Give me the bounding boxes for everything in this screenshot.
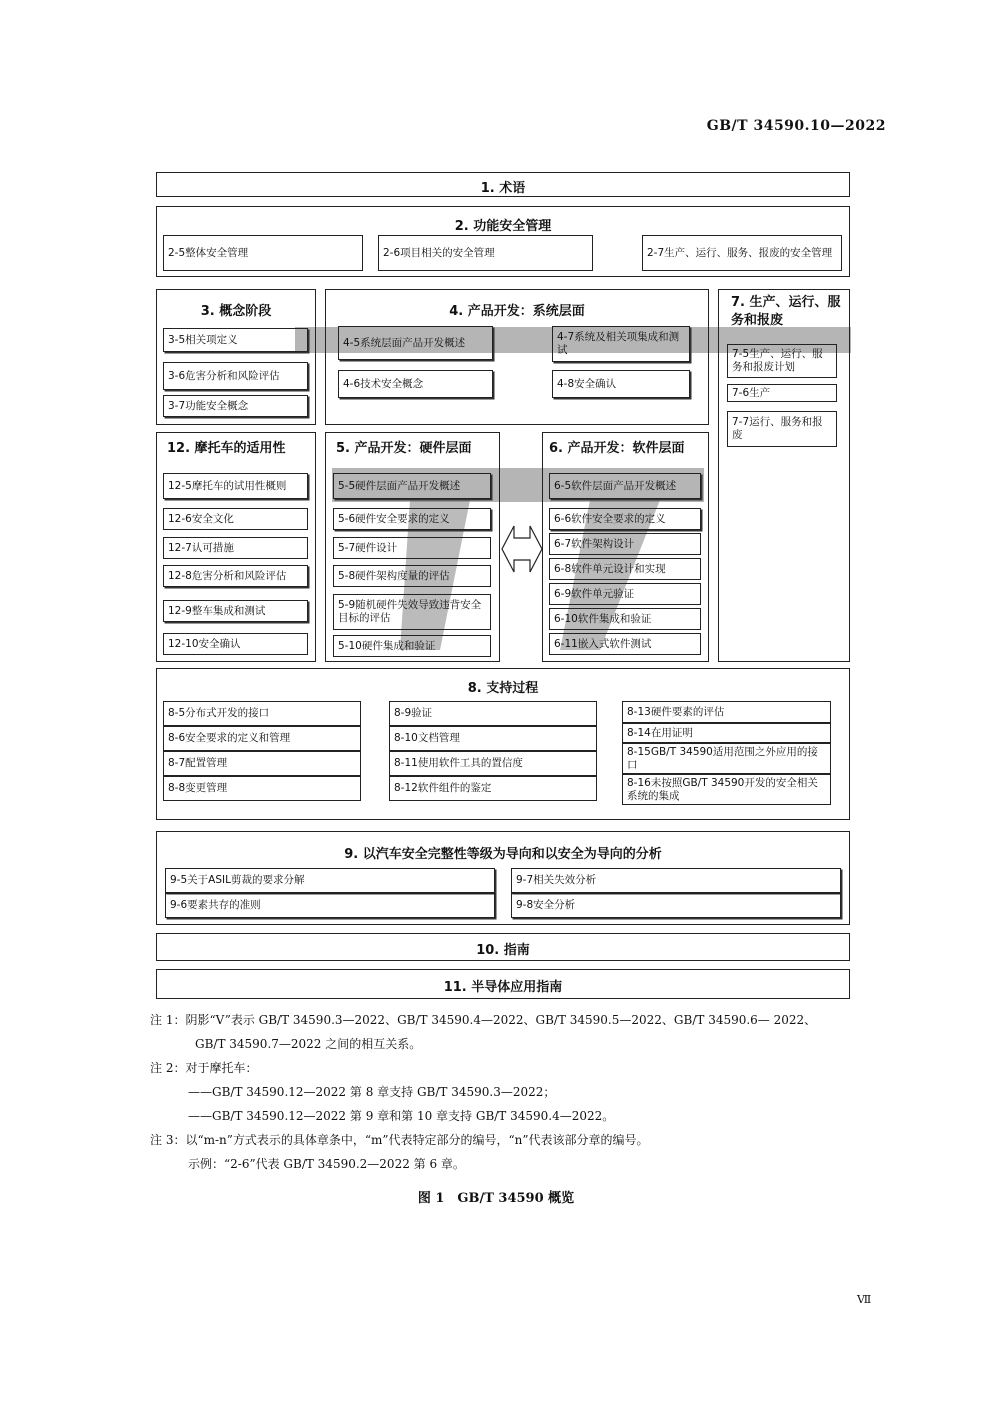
- item-12-8: 12-8危害分析和风险评估: [163, 565, 308, 587]
- item-8-14: 8-14在用证明: [622, 723, 831, 743]
- item-8-7: 8-7配置管理: [163, 751, 361, 776]
- item-6-9: 6-9软件单元验证: [549, 583, 701, 605]
- item-6-8: 6-8软件单元设计和实现: [549, 558, 701, 580]
- item-9-5: 9-5关于ASIL剪裁的要求分解: [165, 868, 495, 893]
- item-7-5: 7-5生产、运行、服务和报废计划: [727, 344, 837, 378]
- item-5-6: 5-6硬件安全要求的定义: [333, 508, 491, 530]
- section-11-title: 11. 半导体应用指南: [443, 980, 563, 995]
- item-6-11: 6-11嵌入式软件测试: [549, 633, 701, 655]
- section-10-title: 10. 指南: [476, 943, 530, 958]
- item-5-7: 5-7硬件设计: [333, 537, 491, 559]
- section-8-support: [156, 668, 850, 820]
- item-8-12: 8-12软件组件的鉴定: [389, 776, 597, 801]
- note-2-item-a: ——GB/T 34590.12—2022 第 8 章支持 GB/T 34590.3—2022；: [188, 1085, 556, 1099]
- item-6-10: 6-10软件集成和验证: [549, 608, 701, 630]
- section-2-management: [156, 206, 850, 277]
- item-8-15: 8-15GB/T 34590适用范围之外应用的接口: [622, 743, 831, 774]
- item-8-6: 8-6安全要求的定义和管理: [163, 726, 361, 751]
- item-8-8: 8-8变更管理: [163, 776, 361, 801]
- item-4-6: 4-6技术安全概念: [338, 370, 493, 398]
- section-7-title: 7. 生产、运行、服务和报废: [731, 295, 841, 328]
- note-1-cont: GB/T 34590.7—2022 之间的相互关系。: [195, 1037, 422, 1051]
- item-8-5: 8-5分布式开发的接口: [163, 701, 361, 726]
- item-8-11: 8-11使用软件工具的置信度: [389, 751, 597, 776]
- section-9-title: 9. 以汽车安全完整性等级为导向和以安全为导向的分析: [344, 847, 662, 862]
- item-4-7: 4-7系统及相关项集成和测试: [552, 326, 690, 362]
- figure-caption: 图 1 GB/T 34590 概览: [417, 1191, 575, 1206]
- item-5-5: 5-5硬件层面产品开发概述: [333, 473, 491, 499]
- item-4-8: 4-8安全确认: [552, 370, 690, 398]
- section-5-hardware: [325, 432, 500, 662]
- section-4-system: [325, 289, 709, 425]
- note-3-example: 示例：“2-6”代表 GB/T 34590.2—2022 第 6 章。: [188, 1157, 465, 1171]
- section-4-title: 4. 产品开发：系统层面: [449, 304, 585, 319]
- item-9-7: 9-7相关失效分析: [511, 868, 841, 893]
- item-6-7: 6-7软件架构设计: [549, 533, 701, 555]
- section-2-title: 2. 功能安全管理: [454, 219, 552, 234]
- standard-number: GB/T 34590.10—2022: [706, 118, 886, 134]
- note-1: 注 1：阴影“V”表示 GB/T 34590.3—2022、GB/T 34590.4—2022、GB/T 34590.5—2022、GB/T 34590.6— 2022、: [150, 1013, 817, 1027]
- item-5-9: 5-9随机硬件失效导致违背安全目标的评估: [333, 594, 491, 630]
- section-3-concept: [156, 289, 316, 425]
- item-2-7: 2-7生产、运行、服务、报废的安全管理: [642, 235, 842, 271]
- page-number: Ⅶ: [857, 1293, 872, 1306]
- double-arrow-icon: [500, 520, 544, 578]
- section-7-production: [718, 289, 850, 662]
- section-10-guideline: [156, 933, 850, 961]
- item-6-6: 6-6软件安全要求的定义: [549, 508, 701, 530]
- item-4-5: 4-5系统层面产品开发概述: [338, 326, 493, 360]
- item-7-6: 7-6生产: [727, 384, 837, 402]
- section-11-semiconductor: [156, 969, 850, 999]
- note-2-item-b: ——GB/T 34590.12—2022 第 9 章和第 10 章支持 GB/T 34590.4—2022。: [188, 1109, 615, 1123]
- section-6-software: [542, 432, 709, 662]
- item-12-7: 12-7认可措施: [163, 537, 308, 559]
- item-9-6: 9-6要素共存的准则: [165, 893, 495, 918]
- figure-notes: [150, 1008, 910, 1176]
- item-7-7: 7-7运行、服务和报废: [727, 411, 837, 447]
- item-12-10: 12-10安全确认: [163, 633, 308, 655]
- section-1-title: 1. 术语: [480, 181, 526, 196]
- section-5-title: 5. 产品开发：硬件层面: [336, 441, 472, 456]
- note-2: 注 2：对于摩托车：: [150, 1061, 258, 1075]
- item-9-8: 9-8安全分析: [511, 893, 841, 918]
- item-8-10: 8-10文档管理: [389, 726, 597, 751]
- item-2-5: 2-5整体安全管理: [163, 235, 363, 271]
- note-3: 注 3：以“m-n”方式表示的具体章条中，“m”代表特定部分的编号，“n”代表该部分章的编号。: [150, 1133, 649, 1147]
- item-12-5: 12-5摩托车的试用性概则: [163, 473, 308, 499]
- section-6-title: 6. 产品开发：软件层面: [549, 441, 685, 456]
- item-8-13: 8-13硬件要素的评估: [622, 701, 831, 723]
- section-1-terms: [156, 172, 850, 197]
- item-12-6: 12-6安全文化: [163, 508, 308, 530]
- section-12-title: 12. 摩托车的适用性: [167, 441, 286, 456]
- item-8-9: 8-9验证: [389, 701, 597, 726]
- section-8-title: 8. 支持过程: [467, 681, 539, 696]
- item-3-6: 3-6危害分析和风险评估: [163, 362, 308, 390]
- item-2-6: 2-6项目相关的安全管理: [378, 235, 593, 271]
- item-3-7: 3-7功能安全概念: [163, 395, 308, 417]
- item-3-5: 3-5相关项定义: [163, 328, 308, 352]
- item-8-16: 8-16未按照GB/T 34590开发的安全相关系统的集成: [622, 774, 831, 805]
- section-12-motorcycles: [156, 432, 316, 662]
- item-5-10: 5-10硬件集成和验证: [333, 635, 491, 657]
- item-5-8: 5-8硬件架构度量的评估: [333, 565, 491, 587]
- section-3-title: 3. 概念阶段: [200, 304, 272, 319]
- section-9-analysis: [156, 831, 850, 925]
- item-6-5: 6-5软件层面产品开发概述: [549, 473, 701, 499]
- item-12-9: 12-9整车集成和测试: [163, 600, 308, 622]
